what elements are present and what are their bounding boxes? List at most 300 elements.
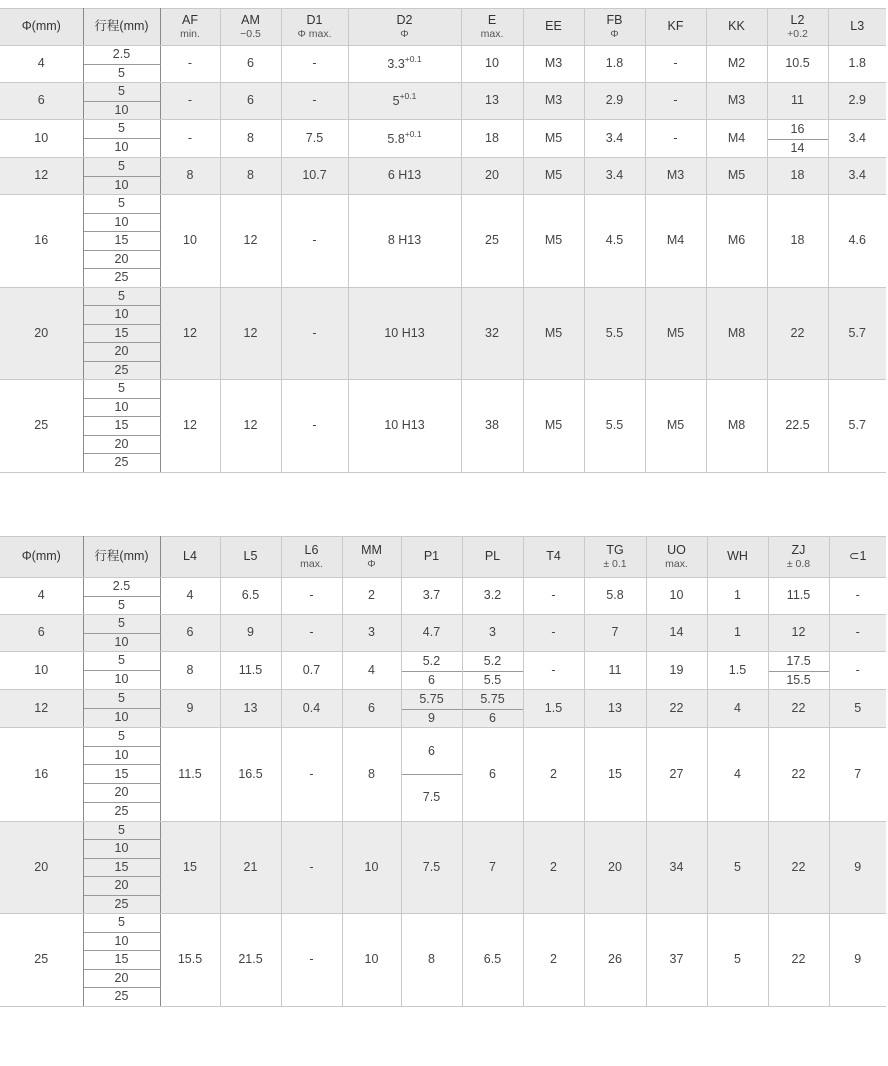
stroke-value [83, 615, 160, 634]
stroke-value [83, 765, 160, 784]
column-header [281, 537, 342, 578]
cell-l2 [767, 287, 828, 380]
dimension-table-upper [0, 8, 886, 473]
cell-uo [646, 652, 707, 690]
column-header [523, 537, 584, 578]
cell-mm-value: 6 [368, 700, 375, 715]
cell-af-value: 12 [183, 325, 197, 340]
table-row [0, 46, 886, 65]
stroke-value [83, 858, 160, 877]
cell-d1-value: 10.7 [302, 168, 327, 183]
cell-wh-value: 1 [734, 625, 741, 640]
cell-mm [342, 821, 401, 914]
cell-fb [584, 158, 645, 195]
column-header-unit: max. [480, 27, 504, 40]
stroke-value-value: 5 [118, 691, 125, 706]
stroke-value-value: 25 [114, 989, 129, 1004]
cell-am-value: 8 [247, 168, 254, 183]
cell-kk [706, 287, 767, 380]
cell-kf-value: M4 [666, 233, 685, 248]
cell-p1-value: 6 [428, 744, 435, 758]
cell-p1-value: 5.75 [419, 692, 444, 706]
cell-pl [462, 578, 523, 615]
cell-uo-value: 10 [669, 588, 684, 603]
cell-l6 [281, 578, 342, 615]
cell-l3 [828, 287, 886, 380]
stroke-value-value: 5 [118, 915, 125, 930]
cell-c1-value: - [855, 588, 860, 603]
cell-af [160, 46, 220, 83]
cell-l2-value: 16 [790, 122, 805, 136]
cell-uo [646, 615, 707, 652]
cell-c1 [829, 578, 886, 615]
cell-t4 [523, 578, 584, 615]
cell-kk [706, 83, 767, 120]
cell-c1 [829, 690, 886, 728]
stroke-value-value: 5 [118, 84, 125, 99]
column-header-label: P1 [423, 549, 440, 564]
stroke-value-value: 10 [114, 634, 129, 649]
cell-d2-value: 5 [392, 94, 400, 109]
tolerance-superscript: +0.1 [399, 91, 417, 102]
cell-kf [645, 195, 706, 288]
cell-tg [584, 914, 646, 1007]
cell-mm [342, 578, 401, 615]
cell-wh [707, 914, 768, 1007]
cell-d1 [281, 195, 348, 288]
column-header-unit: +0.2 [787, 27, 808, 40]
column-header [83, 9, 160, 46]
cell-l3 [828, 46, 886, 83]
cell-d1-value: - [312, 233, 317, 248]
stroke-value [83, 417, 160, 436]
cell-pl [462, 615, 523, 652]
bore-size [0, 120, 83, 158]
cell-mm [342, 914, 401, 1007]
cell-zj-value: 22 [791, 859, 806, 874]
cell-l2 [767, 380, 828, 473]
column-header-label: Φ(mm) [21, 549, 61, 564]
cell-af [160, 158, 220, 195]
column-header-label: TG [606, 543, 624, 558]
cell-zj-value: 22 [791, 700, 806, 715]
cell-l4-value: 8 [186, 662, 194, 677]
cell-kf [645, 287, 706, 380]
bore-size-value: 10 [34, 130, 49, 145]
cell-kk [706, 120, 767, 158]
column-header [645, 9, 706, 46]
tolerance-superscript: +0.1 [404, 54, 422, 65]
cell-af [160, 287, 220, 380]
cell-fb [584, 380, 645, 473]
cell-zj [768, 615, 829, 652]
stroke-value [83, 250, 160, 269]
cell-p1 [401, 652, 462, 690]
cell-l3 [828, 83, 886, 120]
cell-l2-value: 22.5 [785, 418, 810, 433]
stroke-value-value: 5 [118, 159, 125, 174]
cell-kk-value: M3 [727, 93, 746, 108]
column-header-unit: Φ max. [297, 27, 332, 40]
cell-tg [584, 652, 646, 690]
cell-wh [707, 615, 768, 652]
cell-fb [584, 83, 645, 120]
cell-l5-value: 21.5 [238, 952, 263, 967]
cell-l5 [220, 578, 281, 615]
column-header-unit: ± 0.1 [603, 557, 627, 570]
cell-l2 [767, 83, 828, 120]
stroke-value-value: 5 [118, 597, 125, 612]
cell-p1 [401, 578, 462, 615]
stroke-value [83, 101, 160, 120]
table-row [0, 821, 886, 840]
stroke-value [83, 324, 160, 343]
cell-uo [646, 821, 707, 914]
cell-kf [645, 120, 706, 158]
cell-l5-value: 16.5 [238, 766, 263, 781]
cell-t4-value: - [551, 662, 556, 677]
cell-t4-value: - [551, 588, 556, 603]
table-row [0, 615, 886, 634]
cell-l5-value: 11.5 [238, 662, 263, 677]
column-header-label: L5 [243, 549, 258, 564]
cell-mm-value: 10 [364, 952, 379, 967]
stroke-value-value: 10 [114, 102, 129, 117]
cell-l2 [767, 158, 828, 195]
stroke-value-value: 25 [114, 455, 129, 470]
cell-l4 [160, 652, 220, 690]
cell-wh [707, 690, 768, 728]
cell-tg [584, 615, 646, 652]
column-header [348, 9, 461, 46]
stroke-value-value: 2.5 [112, 579, 131, 594]
stroke-value-value: 10 [114, 710, 129, 725]
stroke-value [83, 914, 160, 933]
column-header-label: ZJ [791, 543, 806, 558]
cell-l6-value: - [309, 625, 314, 640]
cell-l5 [220, 728, 281, 822]
cell-tg [584, 728, 646, 822]
cell-l3-value: 5.7 [848, 418, 866, 433]
table-row [0, 690, 886, 709]
column-header [220, 537, 281, 578]
cell-am [220, 158, 281, 195]
column-header-label: FB [606, 13, 623, 28]
cell-fb-value: 3.4 [605, 168, 624, 183]
cell-mm [342, 652, 401, 690]
cell-fb-value: 4.5 [605, 233, 624, 248]
cell-kf-value: M5 [666, 418, 685, 433]
column-header [646, 537, 707, 578]
bore-size [0, 158, 83, 195]
cell-p1-value: 9 [402, 709, 462, 728]
cell-l4 [160, 690, 220, 728]
stroke-value [83, 343, 160, 362]
cell-e-value: 20 [485, 168, 499, 183]
column-header [0, 9, 83, 46]
cell-kk-value: M8 [727, 418, 746, 433]
dimension-table-lower [0, 536, 886, 1007]
table-row [0, 652, 886, 671]
column-header-label: D2 [396, 13, 413, 28]
cell-d2-value: 10 H13 [384, 418, 425, 433]
cell-d2-value: 10 H13 [384, 325, 425, 340]
cell-p1-value: 4.7 [422, 625, 441, 640]
stroke-value [83, 287, 160, 306]
cell-zj-value: 22 [791, 952, 806, 967]
cell-kf [645, 83, 706, 120]
cell-l4-value: 9 [186, 700, 194, 715]
stroke-value [83, 232, 160, 251]
cell-l3-value: 1.8 [848, 56, 866, 71]
cell-ee [523, 380, 584, 473]
stroke-value-value: 10 [114, 841, 129, 856]
bore-size-value: 10 [34, 662, 49, 677]
cell-l3 [828, 120, 886, 158]
stroke-value [83, 139, 160, 158]
cell-l4 [160, 821, 220, 914]
stroke-value [83, 784, 160, 803]
column-header-label: WH [727, 549, 748, 564]
stroke-value [83, 398, 160, 417]
cell-d2-value: 8 H13 [387, 233, 422, 248]
cell-wh [707, 578, 768, 615]
cell-c1-value: 5 [854, 700, 862, 715]
cell-e-value: 38 [485, 418, 499, 433]
cell-af-value: - [187, 56, 193, 71]
cell-mm [342, 615, 401, 652]
cell-kf-value: M5 [666, 325, 685, 340]
cell-l4 [160, 578, 220, 615]
cell-l5 [220, 914, 281, 1007]
column-header-unit: Φ [400, 27, 409, 40]
cell-pl-value: 6.5 [483, 952, 502, 967]
table-row [0, 578, 886, 597]
bore-size-value: 6 [37, 625, 45, 640]
cell-uo-value: 19 [669, 662, 684, 677]
stroke-value [83, 435, 160, 454]
column-header-label: E [487, 13, 497, 28]
column-header [462, 537, 523, 578]
column-header-unit: max. [665, 557, 688, 570]
cell-mm-value: 3 [368, 625, 375, 640]
cell-tg [584, 690, 646, 728]
cell-zj-value: 11.5 [786, 588, 811, 603]
cell-tg [584, 821, 646, 914]
cell-c1 [829, 615, 886, 652]
cell-fb [584, 46, 645, 83]
cell-c1 [829, 652, 886, 690]
cell-pl-value: 7 [489, 859, 496, 874]
cell-l2-value: 22 [790, 325, 805, 340]
cell-l3-value: 3.4 [848, 168, 866, 183]
cell-ee-value: M5 [544, 418, 563, 433]
cell-l6 [281, 690, 342, 728]
cell-uo-value: 37 [669, 952, 684, 967]
cell-wh [707, 821, 768, 914]
column-header [829, 537, 886, 578]
cell-d1-value: 7.5 [305, 130, 324, 145]
stroke-value [83, 380, 160, 399]
cell-l4-value: 4 [186, 588, 194, 603]
cell-l4-value: 11.5 [178, 766, 202, 781]
column-header [342, 537, 401, 578]
bore-size [0, 615, 83, 652]
cell-af-value: 10 [183, 233, 197, 248]
column-header-label: 行程(mm) [94, 19, 149, 34]
bore-size [0, 728, 83, 822]
stroke-value-value: 25 [114, 896, 129, 911]
cell-e-value: 25 [485, 233, 499, 248]
cell-wh-value: 5 [734, 952, 741, 967]
column-header-label: L2 [790, 13, 805, 28]
column-header [220, 9, 281, 46]
stroke-value [83, 690, 160, 709]
cell-fb-value: 5.5 [605, 418, 624, 433]
cell-zj [768, 914, 829, 1007]
cell-kk [706, 158, 767, 195]
column-header-label: KF [667, 19, 684, 34]
stroke-value-value: 15 [114, 233, 129, 248]
cell-d1 [281, 83, 348, 120]
stroke-value [83, 83, 160, 102]
cell-am-value: 6 [247, 56, 254, 71]
cell-am [220, 120, 281, 158]
column-header-unit: max. [300, 557, 323, 570]
cell-tg-value: 26 [608, 952, 622, 967]
column-header-label: T4 [546, 549, 561, 564]
cell-c1 [829, 914, 886, 1007]
cell-wh-value: 4 [734, 700, 741, 715]
cell-af [160, 195, 220, 288]
table-row [0, 728, 886, 747]
stroke-value-value: 10 [114, 933, 129, 948]
cell-l2-value: 18 [790, 168, 805, 183]
stroke-value [83, 709, 160, 728]
table-row [0, 158, 886, 177]
cell-af [160, 120, 220, 158]
cell-uo-value: 22 [669, 700, 684, 715]
cell-d1-value: - [312, 56, 317, 71]
cell-d1 [281, 46, 348, 83]
stroke-value [83, 728, 160, 747]
cell-e [461, 120, 523, 158]
stroke-value-value: 2.5 [112, 47, 131, 62]
cell-d1 [281, 287, 348, 380]
stroke-value-value: 5 [118, 65, 125, 80]
column-header [160, 537, 220, 578]
cell-mm-value: 2 [368, 588, 375, 603]
column-header [768, 537, 829, 578]
cell-kf-value: - [673, 93, 678, 108]
column-header-label: EE [545, 19, 562, 34]
cell-d1 [281, 380, 348, 473]
cell-ee [523, 83, 584, 120]
cell-mm-value: 8 [368, 766, 375, 781]
column-header [828, 9, 886, 46]
cell-tg-value: 5.8 [606, 588, 624, 603]
cell-d2 [348, 46, 461, 83]
column-header-unit: min. [180, 27, 200, 40]
cell-t4-value: 1.5 [544, 700, 563, 715]
stroke-value-value: 5 [118, 288, 125, 303]
cell-ee-value: M3 [544, 93, 563, 108]
column-header-label: KK [728, 19, 745, 34]
stroke-value [83, 306, 160, 325]
cell-kf [645, 158, 706, 195]
column-header-label: L4 [183, 549, 197, 564]
cell-l6-value: 0.7 [302, 662, 321, 677]
cell-am [220, 287, 281, 380]
column-header [523, 9, 584, 46]
stroke-value [83, 195, 160, 214]
cell-kf [645, 46, 706, 83]
stroke-value [83, 633, 160, 652]
cell-e [461, 380, 523, 473]
table-row [0, 914, 886, 933]
stroke-value [83, 213, 160, 232]
stroke-value-value: 15 [114, 418, 129, 433]
column-header-label: L6 [304, 543, 319, 558]
cell-e [461, 287, 523, 380]
cell-fb [584, 195, 645, 288]
cell-am-value: 12 [243, 325, 258, 340]
cell-l3 [828, 380, 886, 473]
cell-e-value: 18 [485, 130, 499, 145]
cell-c1 [829, 821, 886, 914]
cell-l4-value: 15 [183, 859, 197, 874]
stroke-value [83, 578, 160, 597]
table-row [0, 195, 886, 214]
stroke-value-value: 5 [118, 381, 125, 396]
bore-size [0, 195, 83, 288]
cell-pl [462, 821, 523, 914]
cell-mm [342, 728, 401, 822]
cell-ee-value: M5 [544, 233, 563, 248]
cell-t4 [523, 728, 584, 822]
cell-am [220, 83, 281, 120]
cell-ee-value: M3 [544, 56, 563, 71]
cell-l5 [220, 652, 281, 690]
column-header-unit: ± 0.8 [786, 557, 811, 570]
cell-l3 [828, 158, 886, 195]
cell-af-value: - [187, 93, 193, 108]
cell-d1-value: - [312, 325, 317, 340]
cell-l2 [767, 46, 828, 83]
stroke-value [83, 596, 160, 615]
cell-uo [646, 914, 707, 1007]
cell-fb [584, 287, 645, 380]
cell-fb-value: 2.9 [605, 93, 624, 108]
cell-kf [645, 380, 706, 473]
cell-ee-value: M5 [544, 168, 563, 183]
bore-size-value: 25 [34, 418, 49, 433]
bore-size [0, 83, 83, 120]
stroke-value [83, 269, 160, 288]
bore-size-value: 4 [37, 56, 45, 71]
cell-l2-value: 18 [790, 233, 805, 248]
cell-pl-value: 5.75 [480, 692, 505, 706]
cell-l2-value: 10.5 [785, 56, 810, 71]
cell-l6 [281, 615, 342, 652]
cell-l6-value: - [309, 766, 314, 781]
cell-zj-value: 12 [791, 625, 806, 640]
stroke-value-value: 5 [118, 729, 125, 744]
tolerance-superscript: +0.1 [404, 128, 422, 139]
cell-e-value: 32 [485, 325, 499, 340]
stroke-value [83, 454, 160, 473]
cell-l2 [767, 120, 828, 158]
